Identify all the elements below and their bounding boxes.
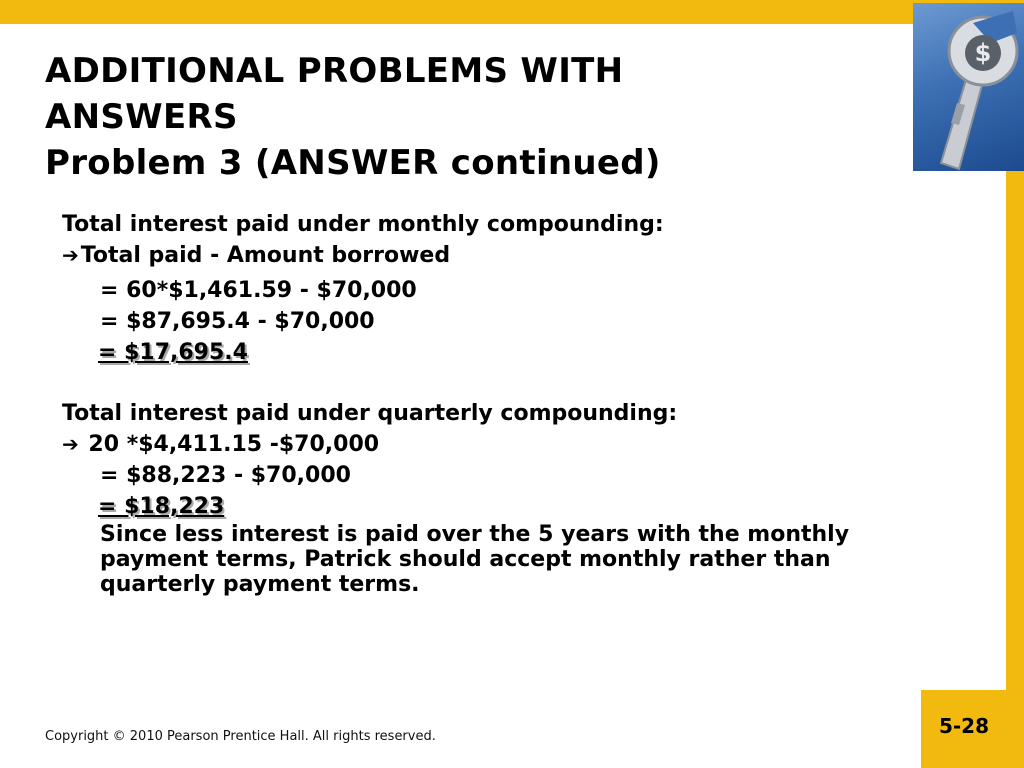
quarterly-arrow-line xyxy=(62,432,379,457)
quarterly-heading: Total interest paid under quarterly compounding: xyxy=(62,401,678,426)
monthly-result: = $17,695.4 xyxy=(98,340,248,365)
wrench-dollar-logo-icon xyxy=(913,3,1024,171)
svg-text:$: $ xyxy=(974,39,992,67)
monthly-arrow-text: Total paid - Amount borrowed xyxy=(80,243,451,268)
page-number-badge xyxy=(921,690,1024,768)
title-line-1: ADDITIONAL PROBLEMS WITH xyxy=(45,51,624,91)
monthly-calc-1: = 60*$1,461.59 - $70,000 xyxy=(100,278,417,303)
monthly-heading: Total interest paid under monthly compounding: xyxy=(62,212,664,237)
top-accent-bar xyxy=(0,0,1024,24)
quarterly-result: = $18,223 xyxy=(98,494,225,519)
title-line-2: ANSWERS xyxy=(45,97,238,137)
arrow-right-icon: ➔ xyxy=(62,432,79,456)
wrench-dollar-graphic xyxy=(913,3,1024,171)
monthly-calc-2: = $87,695.4 - $70,000 xyxy=(100,309,375,334)
quarterly-arrow-text: 20 *$4,411.15 -$70,000 xyxy=(80,432,380,457)
page-number: 5-28 xyxy=(938,714,990,738)
title-line-3: Problem 3 (ANSWER continued) xyxy=(45,143,661,183)
arrow-right-icon: ➔ xyxy=(62,243,79,267)
monthly-arrow-line xyxy=(62,243,450,268)
copyright-notice: Copyright © 2010 Pearson Prentice Hall. All rights reserved. xyxy=(45,729,436,744)
quarterly-calc-1: = $88,223 - $70,000 xyxy=(100,463,351,488)
slide-title xyxy=(45,48,905,186)
conclusion-paragraph: Since less interest is paid over the 5 years with the monthly payment terms, Patrick should accept monthly rather than quarterly payment terms. xyxy=(100,522,850,597)
